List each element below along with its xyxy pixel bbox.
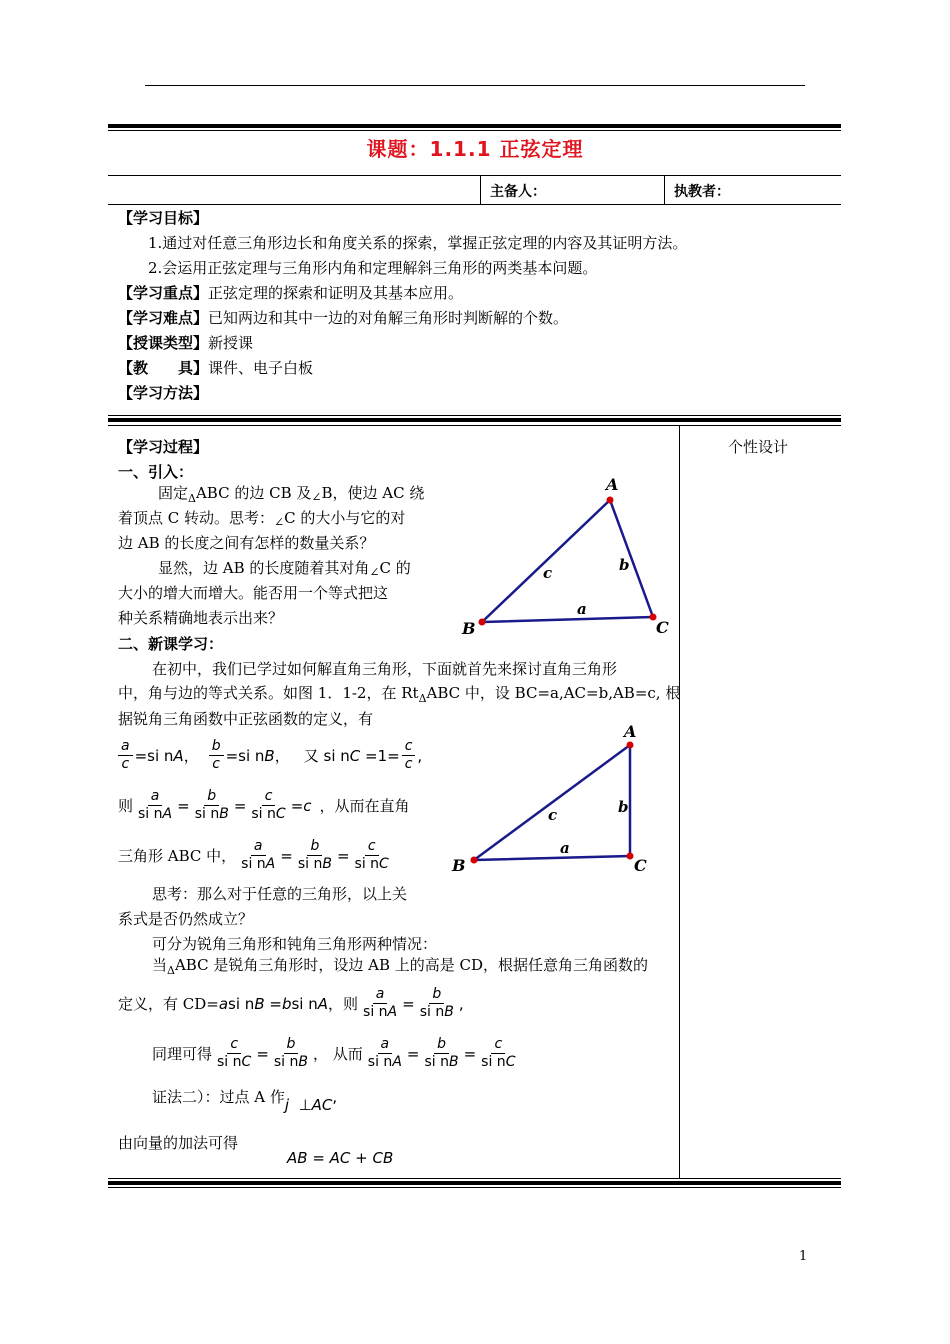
equation-row-3: 三角形 ABC 中， $\frac{a}{\text{si nA}}$ = $\frac{b}{\text{si nB}}$ = $\frac{c}{\text{si nC}}$ [118, 838, 389, 872]
objective-item-1: 1.通过对任意三角形边长和角度关系的探索，掌握正弦定理的内容及其证明方法。 [148, 234, 688, 252]
intro-heading: 一、引入： [118, 463, 194, 481]
acute-text-1b: ABC 是锐角三角形时，设边 AB 上的高是 CD，根据任意角三角函数的 [174, 956, 649, 974]
side-column-heading: 个性设计 [728, 438, 789, 456]
proof2-text: 证法二）：过点 A 作 [152, 1088, 285, 1106]
preparer-label: 主备人： [490, 184, 546, 200]
difficulty [118, 308, 568, 328]
label-side-c: c [548, 806, 558, 824]
objectives-heading: 【学习目标】 [118, 209, 209, 227]
key-point-label: 【学习重点】 [118, 284, 209, 302]
think-line-1: 思考：那么对于任意的三角形，以上关 [152, 885, 408, 903]
new-text-2b: ABC 中，设 BC=a,AC=b,AB=c, 根 [426, 684, 681, 702]
vertex-a [607, 497, 614, 504]
intro-line-3: 边 AB 的长度之间有怎样的数量关系？ [118, 534, 375, 552]
triangle-2-shape [474, 745, 630, 860]
label-vertex-c: C [634, 856, 647, 875]
vertex-b [479, 619, 486, 626]
thus-text: ， 从而 [313, 1045, 363, 1063]
angle-icon: ∠ [274, 515, 285, 529]
intro-line-2 [118, 508, 405, 532]
then-text: 则 [118, 797, 134, 815]
vertex-c [627, 853, 634, 860]
process-bottom-rule-thin-2 [108, 1187, 841, 1188]
intro-text-1c: B，使边 AC 绕 [321, 484, 425, 502]
intro-text-2b: C 的大小与它的对 [284, 509, 406, 527]
process-top-rule-thin-2 [108, 425, 841, 426]
intro-line-4 [158, 558, 411, 582]
new-line-2 [118, 683, 680, 709]
similarly-text: 同理可得 [152, 1045, 213, 1063]
intro-text-4a: 显然，边 AB 的长度随着其对角 [158, 559, 370, 577]
difficulty-label: 【学习难点】 [118, 309, 209, 327]
tools-text: 课件、电子白板 [208, 359, 314, 377]
acute-text-1a: 当 [152, 956, 168, 974]
process-top-rule-thin [108, 415, 841, 416]
label-side-c: c [543, 564, 553, 582]
equation-row-1: $\frac{a}{c}$ =si nA， $\frac{b}{c}$ =si nB， 又 si nC =1= $\frac{c}{c}$ , [116, 738, 422, 773]
process-bottom-rule-thick [108, 1181, 841, 1185]
teacher-label: 执教者： [674, 184, 730, 200]
delta-icon: Δ [188, 492, 196, 505]
intro-line-6: 种关系精确地表示出来？ [118, 609, 284, 627]
label-side-b: b [619, 556, 630, 574]
triangle-figure-2 [448, 718, 668, 878]
row-divider-1 [480, 175, 481, 204]
new-text-2a: 中，角与边的等式关系。如图 1．1-2，在 Rt [118, 684, 419, 702]
new-line-3: 据锐角三角函数中正弦函数的定义，有 [118, 710, 374, 728]
vector-line: 由向量的加法可得 [118, 1134, 239, 1152]
row-divider-2 [664, 175, 665, 204]
process-heading: 【学习过程】 [118, 438, 209, 456]
delta-icon: Δ [167, 964, 175, 977]
vertex-b [471, 857, 478, 864]
label-vertex-c: C [656, 618, 669, 637]
angle-icon: ∠ [311, 490, 322, 504]
intro-text-2a: 着顶点 C 转动。思考： [118, 509, 275, 527]
title-bottom-rule [108, 175, 841, 176]
label-side-a: a [577, 600, 587, 618]
key-point-text: 正弦定理的探索和证明及其基本应用。 [208, 284, 464, 302]
cases-line: 可分为锐角三角形和钝角三角形两种情况： [152, 935, 438, 953]
label-vertex-b: B [462, 619, 476, 638]
intro-text-1b: ABC 的边 CB 及 [195, 484, 312, 502]
new-line-1: 在初中，我们已学过如何解直角三角形，下面就首先来探讨直角三角形 [152, 660, 618, 678]
tools [118, 358, 313, 378]
intro-text-1a: 固定 [158, 484, 189, 502]
lesson-type-label: 【授课类型】 [118, 334, 209, 352]
label-vertex-b: B [452, 856, 466, 875]
difficulty-text: 已知两边和其中一边的对角解三角形时判断解的个数。 [208, 309, 569, 327]
title-top-rule-thin [108, 130, 841, 131]
row-bottom-rule [108, 204, 841, 205]
similarly-row: 同理可得 $\frac{c}{\text{si nC}}$ = $\frac{b}{\text{si nB}}$ ， 从而 $\frac{a}{\text{si nA}}$ = $\frac{b}{\text{si nB}}$ = $\frac{c}{\text{si nC}}$ [152, 1036, 516, 1070]
label-vertex-a: A [606, 475, 619, 494]
method-label: 【学习方法】 [118, 384, 209, 402]
tools-label: 【教 具】 [118, 359, 209, 377]
title-top-rule-thick [108, 124, 841, 128]
think-line-2: 系式是否仍然成立？ [118, 910, 254, 928]
page-number: 1 [799, 1249, 808, 1264]
acute-text-2a: 定义，有 CD= [118, 995, 219, 1013]
label-side-b: b [618, 798, 629, 816]
label-vertex-a: A [624, 722, 637, 741]
delta-icon: Δ [418, 692, 427, 705]
process-top-rule-thick [108, 418, 841, 422]
vector-equation: AB = AC + CB [287, 1149, 394, 1167]
process-bottom-rule-thin [108, 1178, 841, 1179]
key-point [118, 283, 463, 303]
lesson-type-text: 新授课 [208, 334, 254, 352]
proof2-row: 证法二）：过点 A 作j ⊥AC, [152, 1088, 338, 1114]
header-rule [145, 85, 805, 86]
acute-text-2c: ，则 [328, 995, 359, 1013]
intro-line-5: 大小的增大而增大。能否用一个等式把这 [118, 584, 389, 602]
objective-item-2: 2.会运用正弦定理与三角形内角和定理解斜三角形的两类基本问题。 [148, 259, 598, 277]
angle-icon: ∠ [369, 565, 380, 579]
then-tail-text: ，从而在直角 [319, 797, 410, 815]
triangle-figure-1 [455, 470, 675, 645]
vertex-a [627, 742, 634, 749]
intro-text-4b: C 的 [379, 559, 411, 577]
acute-line-2: 定义，有 CD= asi nB =bsi nA ，则 $\frac{a}{\text{si nA}}$ = $\frac{b}{\text{si nB}}$ , [118, 986, 464, 1020]
side-column-divider [679, 425, 680, 1178]
rt-triangle-text: 三角形 ABC 中， [118, 847, 237, 865]
equation-row-2: 则 $\frac{a}{\text{si nA}}$ = $\frac{b}{\text{si nB}}$ = $\frac{c}{\text{si nC}}$ =c ，从而在直角 [118, 788, 410, 822]
intro-line-1 [158, 483, 424, 509]
label-side-a: a [560, 839, 570, 857]
page-title: 课题：1.1.1 正弦定理 [366, 137, 584, 161]
acute-line-1 [152, 955, 648, 981]
lesson-type [118, 333, 253, 353]
new-lesson-heading: 二、新课学习： [118, 635, 224, 653]
